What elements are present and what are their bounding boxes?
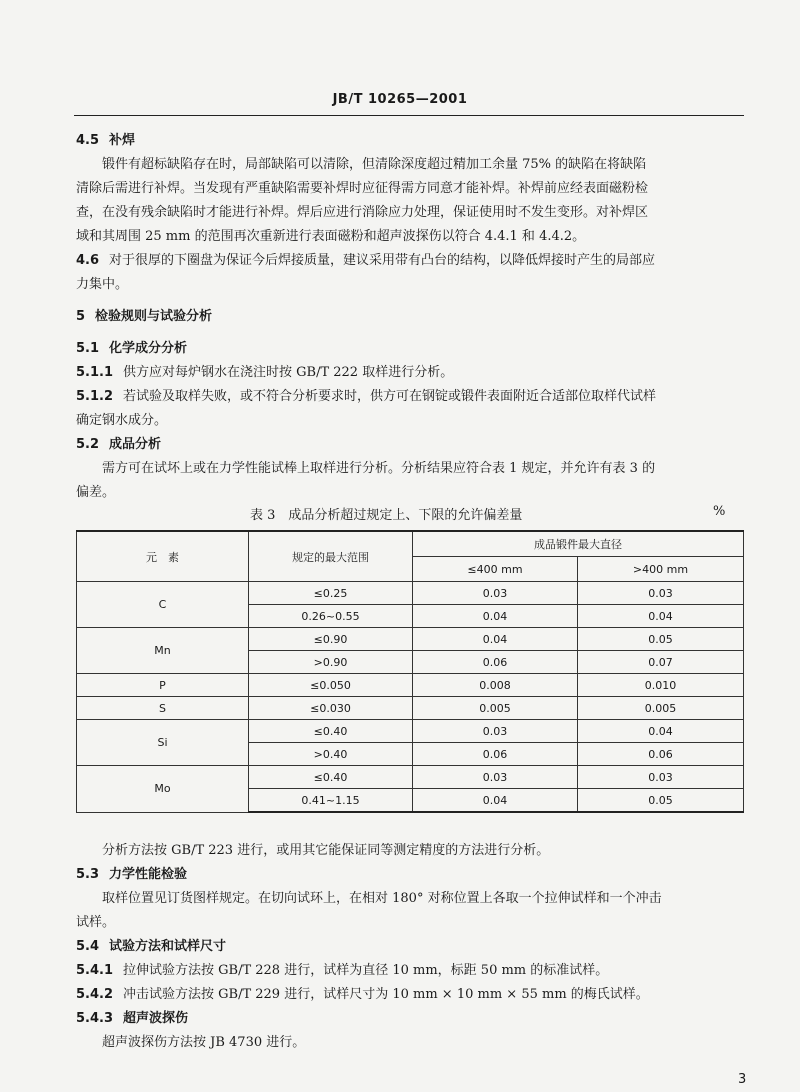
header-diameter-group: 成品锻件最大直径: [413, 531, 744, 557]
table-row: [77, 766, 744, 789]
section-5-4-2: 5.4.2 冲击试验方法按 GB/T 229 进行，试样尺寸为 10 mm × 10 mm × 55 mm 的梅氏试样。: [76, 987, 649, 1002]
range-cell: ≤0.25: [249, 582, 413, 605]
value-cell: 0.04: [578, 720, 744, 743]
range-cell: ≤0.030: [249, 697, 413, 720]
section-5-2-title: 5.2 成品分析: [76, 437, 162, 452]
value-cell: 0.04: [413, 789, 578, 813]
range-cell: ≤0.050: [249, 674, 413, 697]
analysis-method-line: 分析方法按 GB/T 223 进行，或用其它能保证同等测定精度的方法进行分析。: [102, 843, 550, 858]
section-5-1-title: 5.1 化学成分分析: [76, 341, 188, 356]
table-row: [77, 720, 744, 743]
section-5-4-title: 5.4 试验方法和试样尺寸: [76, 939, 227, 954]
section-5-3-line-2: 试样。: [76, 915, 116, 930]
range-cell: 0.26~0.55: [249, 605, 413, 628]
section-4-5-line-2: 清除后需进行补焊。当发现有严重缺陷需要补焊时应征得需方同意才能补焊。补焊前应经表面磁粉检: [76, 181, 649, 196]
section-4-6-line-2: 力集中。: [76, 277, 129, 292]
section-4-5-line-1: 锻件有超标缺陷存在时，局部缺陷可以清除，但清除深度超过精加工余量 75% 的缺陷在将缺陷: [102, 157, 647, 172]
element-cell: C: [77, 582, 249, 628]
section-5-2-line-1: 需方可在试坏上或在力学性能试棒上取样进行分析。分析结果应符合表 1 规定，并允许有表 3 的: [102, 461, 656, 476]
range-cell: ≤0.90: [249, 628, 413, 651]
element-cell: Mo: [77, 766, 249, 813]
table-3-unit: %: [713, 504, 726, 519]
value-cell: 0.04: [578, 605, 744, 628]
value-cell: 0.06: [413, 743, 578, 766]
value-cell: 0.005: [578, 697, 744, 720]
section-5-4-3-line-1: 超声波探伤方法按 JB 4730 进行。: [102, 1035, 306, 1050]
element-cell: Si: [77, 720, 249, 766]
table-3: [76, 530, 744, 813]
range-cell: ≤0.40: [249, 720, 413, 743]
range-cell: >0.40: [249, 743, 413, 766]
range-cell: ≤0.40: [249, 766, 413, 789]
header-range: 规定的最大范围: [249, 531, 413, 582]
table-3-caption: 表 3 成品分析超过规定上、下限的允许偏差量: [250, 508, 523, 523]
section-4-5-line-4: 域和其周围 25 mm 的范围再次重新进行表面磁粉和超声波探伤以符合 4.4.1 和 4.4.2。: [76, 229, 586, 244]
range-cell: 0.41~1.15: [249, 789, 413, 813]
value-cell: 0.03: [578, 766, 744, 789]
header-rule: [74, 115, 744, 116]
value-cell: 0.06: [578, 743, 744, 766]
value-cell: 0.04: [413, 605, 578, 628]
section-5-1-2-line-2: 确定钢水成分。: [76, 413, 168, 428]
element-cell: Mn: [77, 628, 249, 674]
page-number: 3: [738, 1072, 747, 1087]
element-cell: P: [77, 674, 249, 697]
section-4-6-line-1: 4.6 对于很厚的下圈盘为保证今后焊接质量，建议采用带有凸台的结构，以降低焊接时产生的局部应: [76, 253, 656, 268]
range-cell: >0.90: [249, 651, 413, 674]
value-cell: 0.03: [413, 766, 578, 789]
section-4-5-line-3: 查，在没有残余缺陷时才能进行补焊。焊后应进行消除应力处理，保证使用时不发生变形。对补焊区: [76, 205, 649, 220]
section-5-3-line-1: 取样位置见订货图样规定。在切向试环上，在相对 180° 对称位置上各取一个拉伸试样和一个冲击: [102, 891, 662, 906]
table-row: [77, 674, 744, 697]
value-cell: 0.05: [578, 789, 744, 813]
table-row: [77, 582, 744, 605]
value-cell: 0.03: [413, 582, 578, 605]
section-5-1-1: 5.1.1 供方应对每炉钢水在浇注时按 GB/T 222 取样进行分析。: [76, 365, 454, 380]
value-cell: 0.04: [413, 628, 578, 651]
section-5-2-line-2: 偏差。: [76, 485, 116, 500]
section-5-title: 5 检验规则与试验分析: [76, 309, 213, 324]
table-row: [77, 697, 744, 720]
value-cell: 0.03: [578, 582, 744, 605]
header-col-le400: ≤400 mm: [413, 557, 578, 582]
section-4-5-title: 4.5 补焊: [76, 133, 136, 148]
standard-header: JB/T 10265—2001: [332, 92, 468, 107]
value-cell: 0.05: [578, 628, 744, 651]
value-cell: 0.010: [578, 674, 744, 697]
value-cell: 0.005: [413, 697, 578, 720]
section-5-3-title: 5.3 力学性能检验: [76, 867, 188, 882]
header-element: 元 素: [77, 531, 249, 582]
value-cell: 0.008: [413, 674, 578, 697]
table-row: [77, 628, 744, 651]
value-cell: 0.07: [578, 651, 744, 674]
section-5-4-3-title: 5.4.3 超声波探伤: [76, 1011, 189, 1026]
element-cell: S: [77, 697, 249, 720]
section-5-4-1: 5.4.1 拉伸试验方法按 GB/T 228 进行，试样为直径 10 mm，标距 50 mm 的标准试样。: [76, 963, 609, 978]
value-cell: 0.03: [413, 720, 578, 743]
header-col-gt400: >400 mm: [578, 557, 744, 582]
value-cell: 0.06: [413, 651, 578, 674]
section-5-1-2-line-1: 5.1.2 若试验及取样失败，或不符合分析要求时，供方可在钢锭或锻件表面附近合适部位取样代试样: [76, 389, 657, 404]
